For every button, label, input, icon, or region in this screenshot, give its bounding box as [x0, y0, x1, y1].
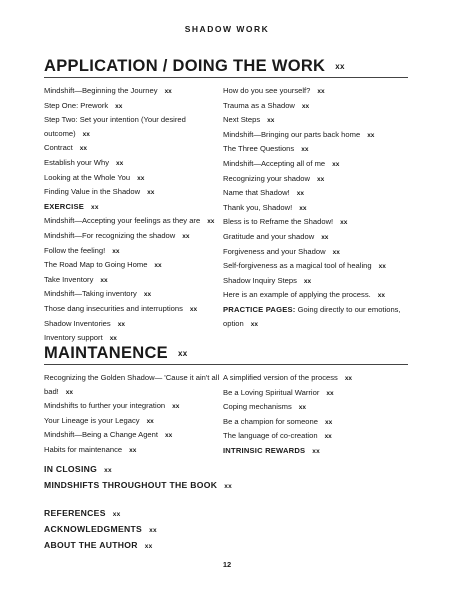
page-marker: xx: [143, 291, 152, 299]
toc-entry-text: Finding Value in the Shadow: [44, 187, 141, 197]
toc-entry-text: Bless is to Reframe the Shadow!: [223, 217, 334, 227]
toc-entry: [44, 506, 157, 522]
toc-entry-text: Trauma as a Shadow: [223, 100, 295, 110]
toc-entry: [44, 287, 220, 302]
toc-entry: [223, 172, 413, 187]
toc-entry-text: Be a Loving Spiritual Warrior: [223, 387, 320, 397]
toc-column-maintanence-left: [44, 371, 220, 458]
toc-entry-text: How do you see yourself?: [223, 86, 311, 95]
toc-entry: [223, 259, 413, 274]
toc-entry: [223, 274, 413, 289]
toc-entry: [223, 303, 413, 331]
page-marker: xx: [316, 175, 325, 183]
toc-entry: [223, 386, 413, 401]
toc-entry-text: MINDSHIFTS THROUGHOUT THE BOOK: [44, 480, 218, 491]
toc-entry-text: Mindshifts to further your integration: [44, 401, 166, 411]
toc-entry-text: Mindshift—Being a Change Agent: [44, 430, 158, 440]
toc-entry: [44, 244, 220, 259]
page-marker: xx: [149, 527, 157, 535]
toc-entry: [44, 185, 220, 200]
page-marker: xx: [312, 447, 320, 455]
toc-entry-text: Recognizing the Golden Shadow— 'Cause it ain't all bad!: [44, 373, 220, 396]
page-marker: xx: [301, 102, 310, 110]
toc-entry-text: The Three Questions: [223, 144, 295, 154]
toc-entry-text: Step Two: Set your intention (Your desired outcome): [44, 115, 186, 138]
page-marker: xx: [115, 102, 123, 110]
toc-column-maintanence-right: [223, 371, 413, 459]
toc-entry-text: Mindshift—Accepting your feelings as they are: [44, 216, 201, 226]
page-marker: xx: [301, 146, 309, 154]
toc-entry-text: IN CLOSING: [44, 464, 98, 474]
toc-entry-text: Mindshift—Beginning the Journey: [44, 86, 158, 95]
toc-entry: [223, 230, 413, 245]
section-title-application: [44, 57, 345, 76]
section-title-maintanence: [44, 344, 188, 363]
toc-entry: [44, 156, 220, 171]
page-marker: xx: [79, 145, 87, 153]
toc-entry-text: ACKNOWLEDGMENTS: [44, 524, 143, 535]
section-rule: [44, 364, 408, 365]
page-marker: xx: [332, 248, 340, 256]
toc-entry: [44, 200, 220, 215]
toc-entry-text: The Road Map to Going Home: [44, 260, 148, 270]
page-marker: xx: [117, 320, 125, 328]
page-marker: xx: [116, 159, 124, 167]
toc-entry-text: The language of co-creation: [223, 431, 318, 441]
page-marker: xx: [112, 247, 120, 255]
toc-entry-text: Contract: [44, 143, 73, 153]
toc-entry-text: Mindshift—Taking inventory: [44, 289, 137, 299]
page-marker: xx: [367, 131, 375, 139]
toc-entry-text: Mindshift—For recognizing the shadow: [44, 230, 176, 240]
toc-entry: [223, 245, 413, 260]
page-marker: xx: [250, 320, 258, 328]
page-marker: xx: [129, 446, 137, 454]
toc-entry: [223, 215, 413, 230]
toc-entry: [44, 399, 220, 414]
toc-entry-text: Next Steps: [223, 115, 261, 125]
toc-entry-text: Shadow Inventories: [44, 318, 111, 328]
page-marker: xx: [112, 511, 121, 518]
toc-entry: [44, 522, 157, 538]
toc-entry: [44, 84, 220, 99]
toc-backmatter-list: [44, 506, 157, 555]
toc-entry-text: Name that Shadow!: [223, 188, 290, 198]
page-marker: xx: [317, 88, 325, 95]
page-marker: xx: [189, 305, 198, 313]
page-marker: xx: [321, 233, 329, 241]
page-marker: xx: [146, 417, 154, 425]
toc-entry-text: Establish your Why: [44, 157, 109, 167]
toc-entry-text: Mindshift—Accepting all of me: [223, 158, 326, 168]
page-number: 12: [222, 560, 232, 569]
toc-entry: [223, 128, 413, 143]
page-marker: xx: [224, 483, 233, 491]
page-marker: xx: [326, 389, 334, 397]
toc-entry: [223, 113, 413, 128]
toc-entry: [223, 371, 413, 386]
toc-entry: [223, 84, 413, 99]
page-marker: xx: [164, 432, 173, 440]
toc-entry: [44, 229, 220, 244]
toc-entry-text: Forgiveness and your Shadow: [223, 246, 326, 256]
toc-column-application-right: [223, 84, 413, 331]
page-marker: xx: [178, 349, 188, 359]
toc-column-application-left: [44, 84, 220, 346]
toc-entry-text: ABOUT THE AUTHOR: [44, 540, 138, 551]
toc-entry-text: Thank you, Shadow!: [223, 202, 293, 212]
toc-entry-text: Here is an example of applying the process.: [223, 290, 371, 300]
toc-entry-text: Shadow Inquiry Steps: [223, 275, 297, 285]
toc-entry-bold-label: PRACTICE PAGES:: [223, 304, 296, 314]
toc-entry-text: INTRINSIC REWARDS: [223, 445, 306, 455]
toc-entry: [44, 478, 232, 494]
toc-entry-text: Mindshift—Bringing our parts back home: [223, 129, 361, 139]
toc-entry-text: Going directly to our emotions, option: [223, 304, 401, 328]
toc-entry-text: REFERENCES: [44, 508, 106, 518]
toc-entry: [223, 142, 413, 157]
toc-entry: [223, 157, 413, 172]
page-marker: xx: [147, 189, 155, 197]
toc-entry-text: Coping mechanisms: [223, 402, 292, 412]
page-marker: xx: [104, 467, 112, 474]
page-marker: xx: [332, 160, 340, 168]
toc-entry: [44, 113, 220, 141]
toc-closing-list: [44, 462, 232, 494]
toc-entry-text: EXERCISE: [44, 201, 85, 211]
toc-entry: [223, 99, 413, 114]
toc-entry-text: Take Inventory: [44, 274, 94, 284]
toc-entry-text: A simplified version of the process: [223, 373, 338, 382]
toc-entry-text: Gratitude and your shadow: [223, 231, 315, 241]
page-marker: xx: [65, 388, 74, 396]
toc-entry: [44, 171, 220, 186]
toc-entry: [44, 214, 220, 229]
toc-entry-text: Looking at the Whole You: [44, 172, 131, 182]
page-marker: xx: [82, 130, 90, 138]
toc-entry: [44, 462, 232, 478]
toc-entry: [223, 201, 413, 216]
toc-entry-text: Self-forgiveness as a magical tool of healing: [223, 261, 372, 271]
toc-entry: [223, 415, 413, 430]
page-marker: xx: [335, 62, 345, 72]
page-marker: xx: [344, 375, 353, 382]
toc-entry: [223, 444, 413, 459]
toc-entry-text: Habits for maintenance: [44, 444, 123, 454]
toc-entry: [44, 258, 220, 273]
page-marker: xx: [324, 418, 333, 426]
toc-entry-text: Step One: Prework: [44, 100, 109, 110]
toc-entry: [44, 273, 220, 288]
toc-entry: [44, 317, 220, 332]
toc-entry-text: Inventory support: [44, 333, 103, 343]
page-marker: xx: [109, 335, 117, 343]
page-marker: xx: [299, 204, 307, 212]
page-marker: xx: [91, 203, 99, 211]
toc-entry-text: Those dang insecurities and interruptions: [44, 303, 183, 313]
page-marker: xx: [137, 174, 145, 182]
toc-entry: [223, 186, 413, 201]
page-marker: xx: [144, 543, 153, 551]
toc-entry: [44, 99, 220, 114]
running-header: SHADOW WORK: [184, 24, 270, 34]
toc-entry: [223, 288, 413, 303]
page-marker: xx: [378, 263, 386, 271]
page-marker: xx: [296, 190, 304, 198]
toc-entry: [44, 371, 220, 399]
page-marker: xx: [298, 404, 307, 412]
toc-entry: [223, 400, 413, 415]
page-marker: xx: [100, 276, 108, 284]
page-marker: xx: [154, 262, 162, 270]
page-marker: xx: [164, 88, 172, 95]
toc-entry: [44, 302, 220, 317]
page-marker: xx: [172, 403, 180, 411]
section-title-text: APPLICATION / DOING THE WORK: [44, 57, 326, 75]
page-marker: xx: [377, 292, 385, 300]
page-marker: xx: [340, 219, 348, 227]
toc-entry: [44, 414, 220, 429]
toc-entry: [44, 428, 220, 443]
toc-entry-text: Recognizing your shadow: [223, 173, 310, 183]
toc-entry: [223, 429, 413, 444]
page-marker: xx: [207, 218, 215, 226]
toc-entry-text: Be a champion for someone: [223, 416, 318, 426]
page-marker: xx: [303, 277, 312, 285]
toc-entry: [44, 538, 157, 554]
toc-entry-text: Your Lineage is your Legacy: [44, 415, 140, 425]
page-marker: xx: [267, 117, 275, 125]
page-marker: xx: [182, 232, 190, 240]
toc-entry: [44, 141, 220, 156]
page-marker: xx: [324, 433, 332, 441]
toc-entry: [44, 443, 220, 458]
section-title-text: MAINTANENCE: [44, 344, 168, 362]
section-rule: [44, 77, 408, 78]
toc-entry-text: Follow the feeling!: [44, 245, 106, 255]
